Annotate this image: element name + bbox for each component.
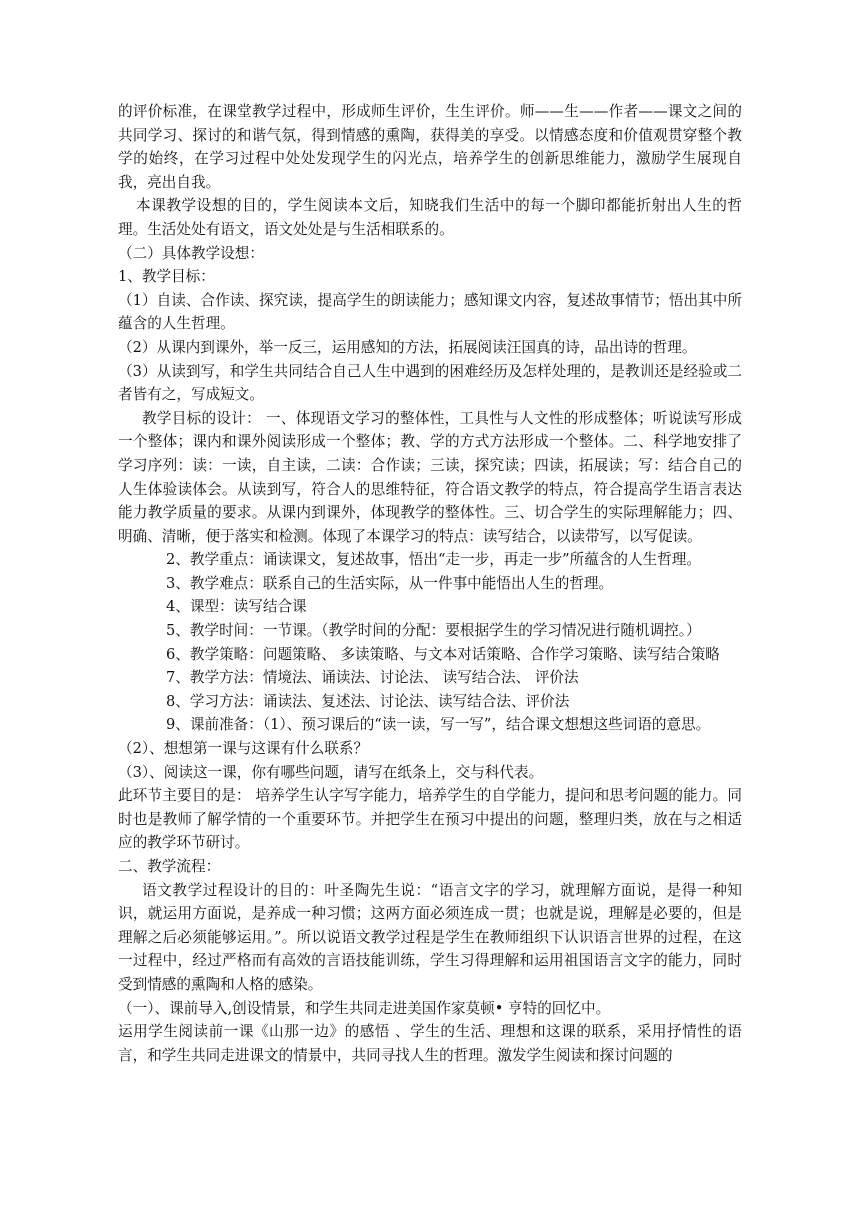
paragraph-evaluation-standard: 的评价标准，在课堂教学过程中，形成师生评价，生生评价。师——生——作者——课文之间的共同学习、探讨的和谐气氛，得到情感的熏陶，获得美的享受。以情感态度和价值观贯穿整个教学的始终，在学习过程中处处发现学生的闪光点，培养学生的创新思维能力，激励学生展现自我，亮出自我。 xyxy=(118,103,742,191)
preparation-step-2: （2）、想想第一课与这课有什么联系？ xyxy=(118,740,369,758)
paragraph-goal-design: 教学目标的设计： 一、体现语文学习的整体性，工具性与人文性的形成整体；听说读写形成一个整体；课内和课外阅读形成一个整体；教、学的方式方法形成一个整体。二、科学地安排了学习序列：读：一读，自主读，二读：合作读；三读，探究读；四读，拓展读；写：结合自己的人生体验读体会。从读到写，符合人的思维特征，符合语文教学的特点，符合提高学生语言表达能力教学质量的要求。从课内到课外，体现教学的整体性。三、切合学生的实际理解能力；四、明确、清晰，便于落实和检测。体现了本课学习的特点：读写结合，以读带写，以写促读。 xyxy=(118,409,742,545)
item-teaching-method: 7、教学方法：情境法、诵读法、讨论法、 读写结合法、 评价法 xyxy=(166,669,579,687)
preparation-step-3: （3）、阅读这一课，你有哪些问题，请写在纸条上，交与科代表。 xyxy=(118,763,544,781)
heading-teaching-process: 二、教学流程： xyxy=(118,858,221,875)
item-teaching-strategy: 6、教学策略：问题策略、 多读策略、与文本对话策略、合作学习策略、读写结合策略 xyxy=(166,645,720,663)
paragraph-introduction: 运用学生阅读前一课《山那一边》的感悟 、学生的生活、理想和这课的联系，采用抒情性的语言，和学生共同走进课文的情景中，共同寻找人生的哲理。激发学生阅读和探讨问题的 xyxy=(118,1023,742,1064)
item-learning-method: 8、学习方法：诵读法、复述法、讨论法、读写结合法、评价法 xyxy=(166,692,570,710)
goal-item-2: （2）从课内到课外，举一反三，运用感知的方法，拓展阅读汪国真的诗，品出诗的哲理。 xyxy=(118,338,697,356)
goal-item-3: （3）从读到写，和学生共同结合自己人生中遇到的困难经历及怎样处理的，是教训还是经验或二者皆有之，写成短文。 xyxy=(118,362,742,404)
goal-item-1: （1）自读、合作读、探究读，提高学生的朗读能力；感知课文内容，复述故事情节；悟出其中所蕴含的人生哲理。 xyxy=(118,291,742,333)
heading-teaching-goals: 1、教学目标： xyxy=(118,268,215,286)
item-teaching-time: 5、教学时间：一节课。（教学时间的分配：要根据学生的学习情况进行随机调控。） xyxy=(166,622,701,640)
item-lesson-type: 4、课型：读写结合课 xyxy=(166,598,307,616)
paragraph-step-purpose: 此环节主要目的是： 培养学生认字写字能力，培养学生的自学能力，提问和思考问题的能力。同时也是教师了解学情的一个重要环节。并把学生在预习中提出的问题，整理归类，放在与之相适应的教学环节研讨。 xyxy=(118,787,742,852)
heading-introduction: （一）、课前导入,创设情景，和学生共同走进美国作家莫顿• 亨特的回忆中。 xyxy=(118,999,611,1017)
paragraph-design-purpose: 本课教学设想的目的，学生阅读本文后，知晓我们生活中的每一个脚印都能折射出人生的哲理。生活处处有语文，语文处处是与生活相联系的。 xyxy=(118,197,742,238)
item-teaching-focus: 2、教学重点：诵读课文，复述故事，悟出“走一步，再走一步”所蕴含的人生哲理。 xyxy=(166,551,701,569)
paragraph-process-purpose: 语文教学过程设计的目的：叶圣陶先生说：“语言文字的学习，就理解方面说，是得一种知识，就运用方面说，是养成一种习惯；这两方面必须连成一贯；也就是说，理解是必要的，但是理解之后必须能够运用。”。所以说语文教学过程是学生在教师组织下认识语言世界的过程，在这一过程中，经过严格而有高效的言语技能训练，学生习得理解和运用祖国语言文字的能力，同时受到情感的熏陶和人格的感染。 xyxy=(118,881,742,993)
item-preparation: 9、课前准备：（1）、预习课后的“读一读，写一写”，结合课文想想这些词语的意思。 xyxy=(166,716,711,734)
heading-specific-design: （二）具体教学设想： xyxy=(118,244,264,262)
document-body xyxy=(118,100,742,1067)
item-teaching-difficulty: 3、教学难点：联系自己的生活实际，从一件事中能悟出人生的哲理。 xyxy=(166,574,614,592)
